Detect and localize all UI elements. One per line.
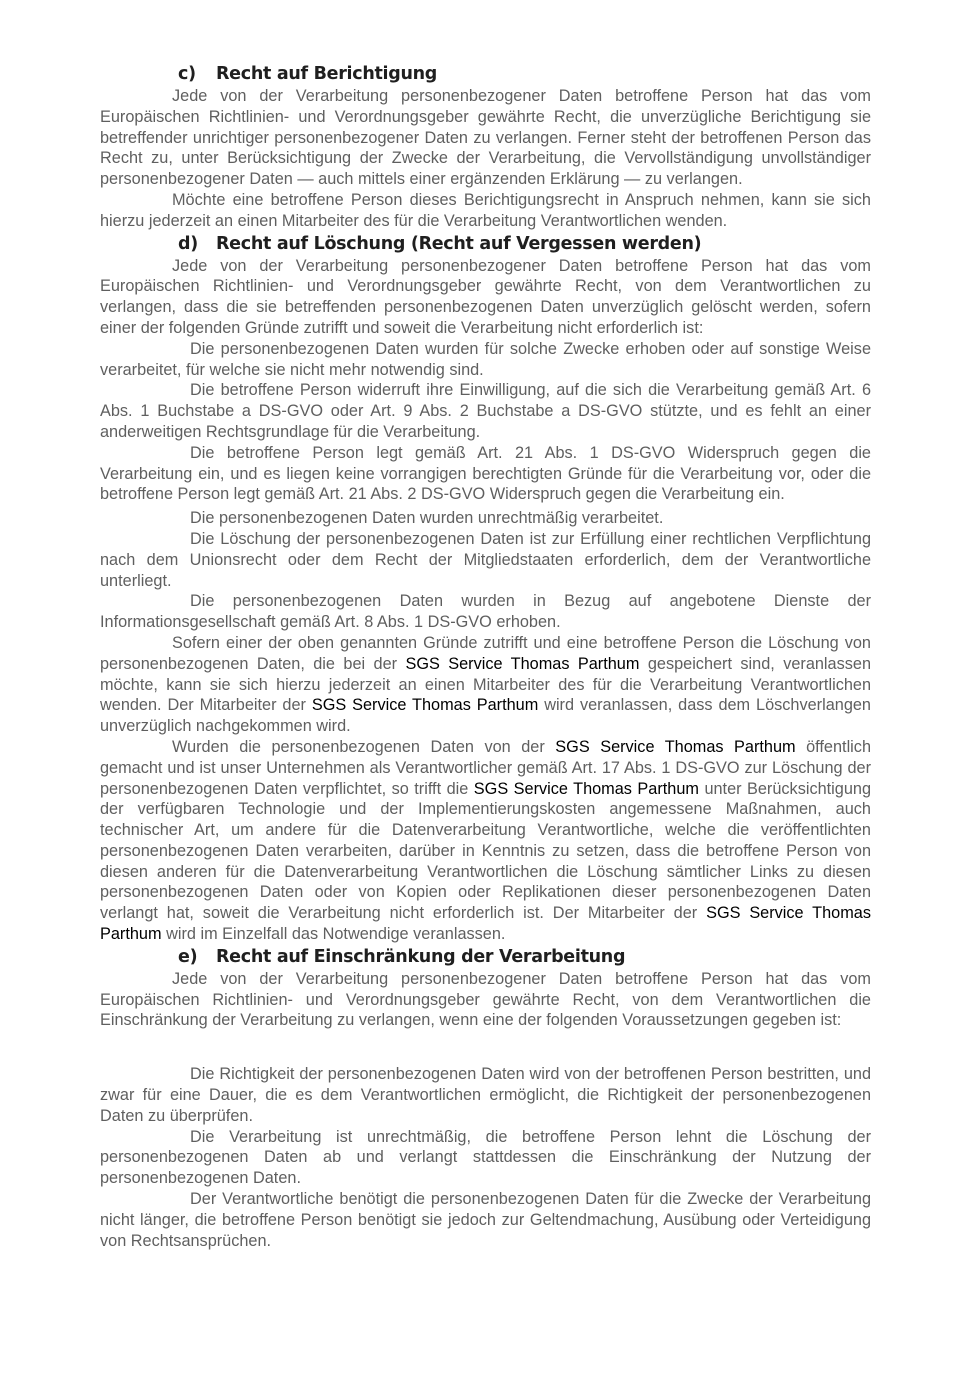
section-number: d)	[178, 233, 198, 254]
text: öffentlich gemacht und ist unser Unternehmen als Verantwortlicher gemäß Art. 17 Abs. 1 DS-GVO zur Löschung der personenbezogenen Daten verpflichtet, so trifft die	[100, 737, 871, 798]
list-item: Die Richtigkeit der personenbezogenen Daten wird von der betroffenen Person bestritten, und zwar für eine Dauer, die es dem Verantwortlichen ermöglicht, die Richtigkeit der personenbezogenen Daten zu überprüfen.	[100, 1065, 871, 1125]
list-item: Die betroffene Person widerruft ihre Einwilligung, auf die sich die Verarbeitung gemäß Art. 6 Abs. 1 Buchstabe a DS-GVO oder Art. 9 Abs. 2 Buchstabe a DS-GVO stützte, und es fehlt an einer anderweitigen Rechtsgrundlage für die Verarbeitung.	[100, 381, 871, 441]
paragraph: Jede von der Verarbeitung personenbezogener Daten betroffene Person hat das vom Europäischen Richtlinien- und Verordnungsgeber gewährte Recht, die unverzügliche Berichtigung sie betreffender unrichtiger personenbezogener Daten zu verlangen. Ferner steht der betroffenen Person das Recht zu, unter Berücksichtigung der Zwecke der Verarbeitung, die Vervollständigung unvollständiger personenbezogener Daten — auch mittels einer ergänzenden Erklärung — zu verlangen.	[100, 87, 871, 189]
text: wird veranlassen, dass dem Löschverlangen unverzüglich nachgekommen wird.	[100, 696, 871, 736]
company-name: SGS Service Thomas Parthum	[473, 779, 699, 798]
section-heading-einschraenkung	[100, 945, 871, 969]
section-title: Recht auf Berichtigung	[216, 64, 438, 84]
paragraph	[100, 633, 871, 737]
text: gespeichert sind, veranlassen möchte, kann sie sich hierzu jederzeit an einen Mitarbeiter des für die Verarbeitung Verantwortlichen wenden. Der Mitarbeiter der	[100, 654, 871, 715]
list-item: Die Verarbeitung ist unrechtmäßig, die betroffene Person lehnt die Löschung der personenbezogenen Daten ab und verlangt stattdessen die Einschränkung der Nutzung der personenbezogenen Daten.	[100, 1127, 871, 1188]
paragraph: Möchte eine betroffene Person dieses Berichtigungsrecht in Anspruch nehmen, kann sie sich hierzu jederzeit an einen Mitarbeiter des für die Verarbeitung Verantwortlichen wenden.	[100, 190, 871, 230]
paragraph	[100, 737, 871, 945]
section-number: c)	[178, 64, 196, 84]
company-name: SGS Service Thomas Parthum	[555, 737, 796, 756]
company-name: SGS Service Thomas Parthum	[405, 654, 640, 673]
text: wird im Einzelfall das Notwendige veranlassen.	[166, 925, 506, 944]
text: Wurden die personenbezogenen Daten von der	[172, 737, 545, 756]
list-item: Die personenbezogenen Daten wurden für solche Zwecke erhoben oder auf sonstige Weise verarbeitet, für welche sie nicht mehr notwendig sind.	[100, 339, 871, 379]
section-heading-loeschung	[100, 232, 871, 256]
section-title: Recht auf Einschränkung der Verarbeitung	[216, 946, 626, 967]
list-item: Die personenbezogenen Daten wurden unrechtmäßig verarbeitet.	[190, 509, 664, 528]
section-number: e)	[178, 946, 198, 967]
list-item: Der Verantwortliche benötigt die personenbezogenen Daten für die Zwecke der Verarbeitung nicht länger, die betroffene Person benötigt sie jedoch zur Geltendmachung, Ausübung oder Verteidigung von Rechtsansprüchen.	[100, 1190, 871, 1250]
company-name: SGS Service Thomas Parthum	[100, 904, 871, 944]
list-item: Die personenbezogenen Daten wurden in Bezug auf angebotene Dienste der Informationsgesellschaft gemäß Art. 8 Abs. 1 DS-GVO erhoben.	[100, 592, 871, 632]
document-page	[100, 62, 871, 1251]
paragraph: Jede von der Verarbeitung personenbezogener Daten betroffene Person hat das vom Europäischen Richtlinien- und Verordnungsgeber gewährte Recht, von dem Verantwortlichen die Einschränkung der Verarbeitung zu verlangen, wenn eine der folgenden Voraussetzungen gegeben ist:	[100, 969, 871, 1030]
section-title: Recht auf Löschung (Recht auf Vergessen werden)	[216, 233, 702, 254]
company-name: SGS Service Thomas Parthum	[311, 696, 539, 715]
paragraph: Jede von der Verarbeitung personenbezogener Daten betroffene Person hat das vom Europäischen Richtlinien- und Verordnungsgeber gewährte Recht, von dem Verantwortlichen zu verlangen, dass die sie betreffenden personenbezogenen Daten unverzüglich gelöscht werden, sofern einer der folgenden Gründe zutrifft und soweit die Verarbeitung nicht erforderlich ist:	[100, 256, 871, 337]
list-item: Die Löschung der personenbezogenen Daten ist zur Erfüllung einer rechtlichen Verpflichtung nach dem Unionsrecht oder dem Recht der Mitgliedstaaten erforderlich, dem der Verantwortliche unterliegt.	[100, 529, 871, 590]
section-heading-berichtigung	[100, 62, 871, 86]
text: unter Berücksichtigung der verfügbaren Technologie und der Implementierungskosten angemessene Maßnahmen, auch technischer Art, um andere für die Datenverarbeitung Verantwortliche, welche die veröffentlichten personenbezogenen Daten verarbeiten, darüber in Kenntnis zu setzen, dass die betroffene Person von diesen anderen für die Datenverarbeitung Verantwortlichen die Löschung sämtlicher Links zu diesen personenbezogenen Daten oder von Kopien oder Replikationen dieser personenbezogenen Daten verlangt hat, soweit die Verarbeitung nicht erforderlich ist. Der Mitarbeiter der	[100, 779, 872, 923]
text: Sofern einer der oben genannten Gründe zutrifft und eine betroffene Person die Löschung von personenbezogenen Daten, die bei der	[100, 633, 871, 673]
list-item: Die betroffene Person legt gemäß Art. 21 Abs. 1 DS-GVO Widerspruch gegen die Verarbeitung ein, und es liegen keine vorrangigen berechtigten Gründe für die Verarbeitung vor, oder die betroffene Person legt gemäß Art. 21 Abs. 2 DS-GVO Widerspruch gegen die Verarbeitung ein.	[100, 443, 871, 504]
